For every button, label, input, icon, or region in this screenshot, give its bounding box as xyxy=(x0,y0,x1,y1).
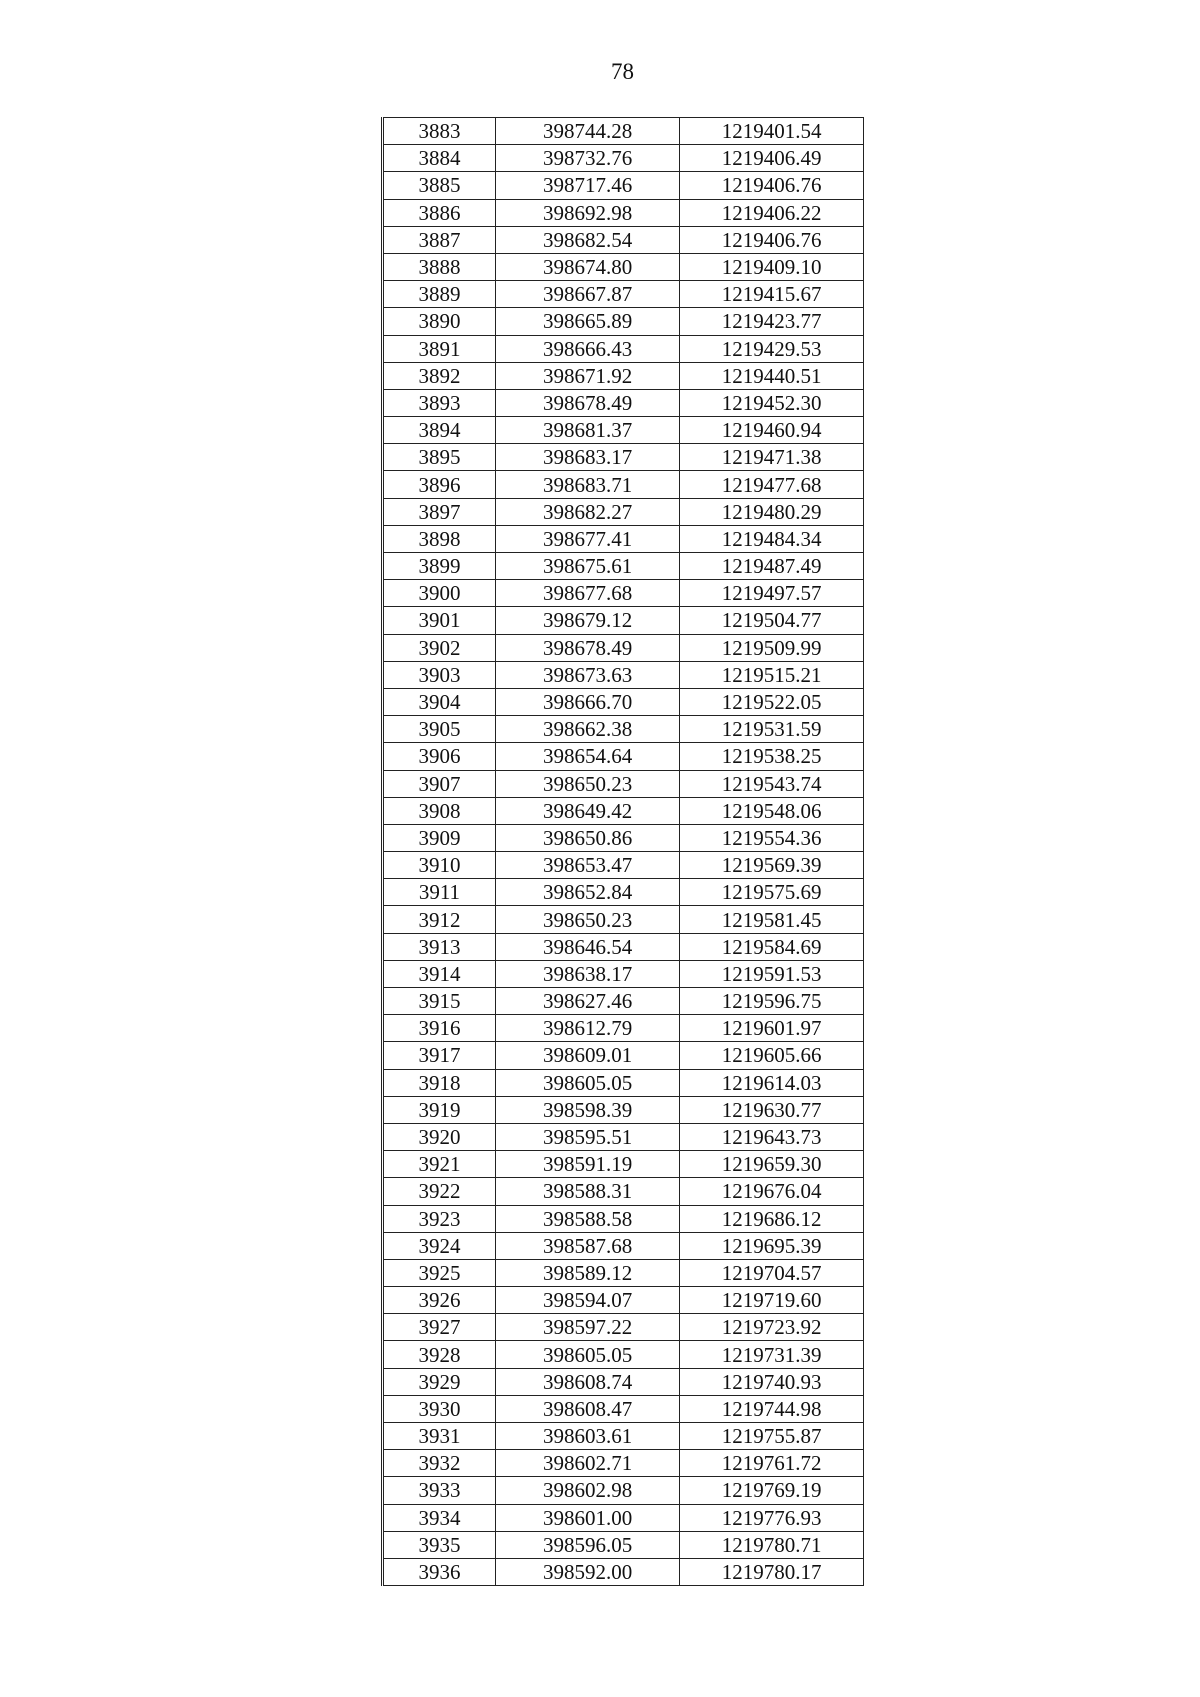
x-coordinate-cell: 398677.41 xyxy=(495,525,679,552)
y-coordinate-cell: 1219515.21 xyxy=(680,661,864,688)
y-coordinate-cell: 1219643.73 xyxy=(680,1123,864,1150)
table-row xyxy=(383,580,864,607)
table-row xyxy=(383,1205,864,1232)
y-coordinate-cell: 1219504.77 xyxy=(680,607,864,634)
y-coordinate-cell: 1219740.93 xyxy=(680,1368,864,1395)
table-row xyxy=(383,1096,864,1123)
table-row xyxy=(383,1015,864,1042)
y-coordinate-cell: 1219554.36 xyxy=(680,824,864,851)
table-row xyxy=(383,118,864,145)
x-coordinate-cell: 398646.54 xyxy=(495,933,679,960)
x-coordinate-cell: 398638.17 xyxy=(495,960,679,987)
table-row xyxy=(383,1477,864,1504)
table-row xyxy=(383,1042,864,1069)
point-number-cell: 3895 xyxy=(383,444,496,471)
point-number-cell: 3889 xyxy=(383,281,496,308)
point-number-cell: 3915 xyxy=(383,988,496,1015)
y-coordinate-cell: 1219676.04 xyxy=(680,1178,864,1205)
y-coordinate-cell: 1219695.39 xyxy=(680,1232,864,1259)
table-row xyxy=(383,553,864,580)
point-number-cell: 3910 xyxy=(383,852,496,879)
y-coordinate-cell: 1219731.39 xyxy=(680,1341,864,1368)
point-number-cell: 3930 xyxy=(383,1395,496,1422)
y-coordinate-cell: 1219406.49 xyxy=(680,145,864,172)
table-row xyxy=(383,226,864,253)
table-row xyxy=(383,879,864,906)
x-coordinate-cell: 398683.17 xyxy=(495,444,679,471)
y-coordinate-cell: 1219780.17 xyxy=(680,1558,864,1585)
x-coordinate-cell: 398598.39 xyxy=(495,1096,679,1123)
point-number-cell: 3887 xyxy=(383,226,496,253)
y-coordinate-cell: 1219497.57 xyxy=(680,580,864,607)
point-number-cell: 3936 xyxy=(383,1558,496,1585)
y-coordinate-cell: 1219429.53 xyxy=(680,335,864,362)
y-coordinate-cell: 1219480.29 xyxy=(680,498,864,525)
table-row xyxy=(383,253,864,280)
x-coordinate-cell: 398652.84 xyxy=(495,879,679,906)
y-coordinate-cell: 1219601.97 xyxy=(680,1015,864,1042)
x-coordinate-cell: 398587.68 xyxy=(495,1232,679,1259)
point-number-cell: 3900 xyxy=(383,580,496,607)
point-number-cell: 3886 xyxy=(383,199,496,226)
x-coordinate-cell: 398588.31 xyxy=(495,1178,679,1205)
table-row xyxy=(383,471,864,498)
point-number-cell: 3911 xyxy=(383,879,496,906)
table-row xyxy=(383,1232,864,1259)
point-number-cell: 3883 xyxy=(383,118,496,145)
table-row xyxy=(383,960,864,987)
point-number-cell: 3917 xyxy=(383,1042,496,1069)
table-row xyxy=(383,1259,864,1286)
x-coordinate-cell: 398609.01 xyxy=(495,1042,679,1069)
point-number-cell: 3912 xyxy=(383,906,496,933)
x-coordinate-cell: 398602.98 xyxy=(495,1477,679,1504)
table-row xyxy=(383,1314,864,1341)
y-coordinate-cell: 1219409.10 xyxy=(680,253,864,280)
y-coordinate-cell: 1219401.54 xyxy=(680,118,864,145)
y-coordinate-cell: 1219440.51 xyxy=(680,362,864,389)
x-coordinate-cell: 398608.74 xyxy=(495,1368,679,1395)
y-coordinate-cell: 1219591.53 xyxy=(680,960,864,987)
x-coordinate-cell: 398667.87 xyxy=(495,281,679,308)
table-row xyxy=(383,1069,864,1096)
x-coordinate-cell: 398662.38 xyxy=(495,716,679,743)
coordinates-table xyxy=(381,117,864,1586)
y-coordinate-cell: 1219584.69 xyxy=(680,933,864,960)
y-coordinate-cell: 1219415.67 xyxy=(680,281,864,308)
x-coordinate-cell: 398682.27 xyxy=(495,498,679,525)
point-number-cell: 3914 xyxy=(383,960,496,987)
y-coordinate-cell: 1219484.34 xyxy=(680,525,864,552)
x-coordinate-cell: 398650.86 xyxy=(495,824,679,851)
x-coordinate-cell: 398692.98 xyxy=(495,199,679,226)
x-coordinate-cell: 398671.92 xyxy=(495,362,679,389)
x-coordinate-cell: 398605.05 xyxy=(495,1069,679,1096)
x-coordinate-cell: 398673.63 xyxy=(495,661,679,688)
y-coordinate-cell: 1219452.30 xyxy=(680,389,864,416)
point-number-cell: 3903 xyxy=(383,661,496,688)
x-coordinate-cell: 398591.19 xyxy=(495,1151,679,1178)
table-row xyxy=(383,1368,864,1395)
x-coordinate-cell: 398744.28 xyxy=(495,118,679,145)
y-coordinate-cell: 1219686.12 xyxy=(680,1205,864,1232)
table-row xyxy=(383,852,864,879)
point-number-cell: 3896 xyxy=(383,471,496,498)
table-row xyxy=(383,1151,864,1178)
table-row xyxy=(383,1504,864,1531)
table-row xyxy=(383,797,864,824)
point-number-cell: 3926 xyxy=(383,1287,496,1314)
table-row xyxy=(383,1123,864,1150)
page-number: 78 xyxy=(611,59,634,84)
x-coordinate-cell: 398654.64 xyxy=(495,743,679,770)
x-coordinate-cell: 398665.89 xyxy=(495,308,679,335)
table-row xyxy=(383,1558,864,1585)
y-coordinate-cell: 1219659.30 xyxy=(680,1151,864,1178)
y-coordinate-cell: 1219569.39 xyxy=(680,852,864,879)
point-number-cell: 3922 xyxy=(383,1178,496,1205)
x-coordinate-cell: 398679.12 xyxy=(495,607,679,634)
y-coordinate-cell: 1219761.72 xyxy=(680,1450,864,1477)
x-coordinate-cell: 398588.58 xyxy=(495,1205,679,1232)
point-number-cell: 3932 xyxy=(383,1450,496,1477)
table-row xyxy=(383,661,864,688)
table-row xyxy=(383,1531,864,1558)
y-coordinate-cell: 1219630.77 xyxy=(680,1096,864,1123)
y-coordinate-cell: 1219406.76 xyxy=(680,172,864,199)
table-row xyxy=(383,145,864,172)
table-row xyxy=(383,281,864,308)
point-number-cell: 3921 xyxy=(383,1151,496,1178)
table-row xyxy=(383,199,864,226)
y-coordinate-cell: 1219423.77 xyxy=(680,308,864,335)
point-number-cell: 3901 xyxy=(383,607,496,634)
point-number-cell: 3919 xyxy=(383,1096,496,1123)
point-number-cell: 3897 xyxy=(383,498,496,525)
x-coordinate-cell: 398601.00 xyxy=(495,1504,679,1531)
point-number-cell: 3935 xyxy=(383,1531,496,1558)
y-coordinate-cell: 1219776.93 xyxy=(680,1504,864,1531)
x-coordinate-cell: 398649.42 xyxy=(495,797,679,824)
point-number-cell: 3933 xyxy=(383,1477,496,1504)
x-coordinate-cell: 398681.37 xyxy=(495,417,679,444)
y-coordinate-cell: 1219487.49 xyxy=(680,553,864,580)
point-number-cell: 3909 xyxy=(383,824,496,851)
point-number-cell: 3905 xyxy=(383,716,496,743)
table-row xyxy=(383,688,864,715)
table-row xyxy=(383,335,864,362)
table-row xyxy=(383,607,864,634)
y-coordinate-cell: 1219477.68 xyxy=(680,471,864,498)
y-coordinate-cell: 1219538.25 xyxy=(680,743,864,770)
y-coordinate-cell: 1219614.03 xyxy=(680,1069,864,1096)
y-coordinate-cell: 1219769.19 xyxy=(680,1477,864,1504)
table-row xyxy=(383,362,864,389)
table-row xyxy=(383,634,864,661)
point-number-cell: 3902 xyxy=(383,634,496,661)
point-number-cell: 3925 xyxy=(383,1259,496,1286)
table-row xyxy=(383,743,864,770)
x-coordinate-cell: 398650.23 xyxy=(495,906,679,933)
point-number-cell: 3934 xyxy=(383,1504,496,1531)
x-coordinate-cell: 398678.49 xyxy=(495,389,679,416)
y-coordinate-cell: 1219755.87 xyxy=(680,1423,864,1450)
table-row xyxy=(383,933,864,960)
y-coordinate-cell: 1219543.74 xyxy=(680,770,864,797)
table-row xyxy=(383,498,864,525)
y-coordinate-cell: 1219575.69 xyxy=(680,879,864,906)
point-number-cell: 3907 xyxy=(383,770,496,797)
y-coordinate-cell: 1219605.66 xyxy=(680,1042,864,1069)
x-coordinate-cell: 398592.00 xyxy=(495,1558,679,1585)
point-number-cell: 3888 xyxy=(383,253,496,280)
table-row xyxy=(383,1450,864,1477)
point-number-cell: 3920 xyxy=(383,1123,496,1150)
y-coordinate-cell: 1219596.75 xyxy=(680,988,864,1015)
point-number-cell: 3918 xyxy=(383,1069,496,1096)
y-coordinate-cell: 1219471.38 xyxy=(680,444,864,471)
table-row xyxy=(383,824,864,851)
y-coordinate-cell: 1219704.57 xyxy=(680,1259,864,1286)
table-row xyxy=(383,417,864,444)
y-coordinate-cell: 1219719.60 xyxy=(680,1287,864,1314)
point-number-cell: 3924 xyxy=(383,1232,496,1259)
table-row xyxy=(383,716,864,743)
table-row xyxy=(383,1423,864,1450)
x-coordinate-cell: 398603.61 xyxy=(495,1423,679,1450)
table-row xyxy=(383,389,864,416)
x-coordinate-cell: 398666.70 xyxy=(495,688,679,715)
y-coordinate-cell: 1219744.98 xyxy=(680,1395,864,1422)
point-number-cell: 3908 xyxy=(383,797,496,824)
table-row xyxy=(383,770,864,797)
point-number-cell: 3884 xyxy=(383,145,496,172)
point-number-cell: 3929 xyxy=(383,1368,496,1395)
x-coordinate-cell: 398717.46 xyxy=(495,172,679,199)
point-number-cell: 3931 xyxy=(383,1423,496,1450)
table-row xyxy=(383,308,864,335)
point-number-cell: 3913 xyxy=(383,933,496,960)
point-number-cell: 3898 xyxy=(383,525,496,552)
table-row xyxy=(383,988,864,1015)
table-row xyxy=(383,1341,864,1368)
point-number-cell: 3899 xyxy=(383,553,496,580)
point-number-cell: 3916 xyxy=(383,1015,496,1042)
x-coordinate-cell: 398674.80 xyxy=(495,253,679,280)
table-row xyxy=(383,172,864,199)
x-coordinate-cell: 398612.79 xyxy=(495,1015,679,1042)
x-coordinate-cell: 398677.68 xyxy=(495,580,679,607)
x-coordinate-cell: 398594.07 xyxy=(495,1287,679,1314)
table-row xyxy=(383,1287,864,1314)
x-coordinate-cell: 398605.05 xyxy=(495,1341,679,1368)
x-coordinate-cell: 398596.05 xyxy=(495,1531,679,1558)
point-number-cell: 3885 xyxy=(383,172,496,199)
point-number-cell: 3891 xyxy=(383,335,496,362)
table-row xyxy=(383,1178,864,1205)
x-coordinate-cell: 398602.71 xyxy=(495,1450,679,1477)
table-row xyxy=(383,1395,864,1422)
x-coordinate-cell: 398650.23 xyxy=(495,770,679,797)
x-coordinate-cell: 398597.22 xyxy=(495,1314,679,1341)
table-row xyxy=(383,444,864,471)
x-coordinate-cell: 398732.76 xyxy=(495,145,679,172)
x-coordinate-cell: 398678.49 xyxy=(495,634,679,661)
point-number-cell: 3927 xyxy=(383,1314,496,1341)
y-coordinate-cell: 1219581.45 xyxy=(680,906,864,933)
y-coordinate-cell: 1219406.76 xyxy=(680,226,864,253)
point-number-cell: 3928 xyxy=(383,1341,496,1368)
x-coordinate-cell: 398666.43 xyxy=(495,335,679,362)
x-coordinate-cell: 398608.47 xyxy=(495,1395,679,1422)
point-number-cell: 3923 xyxy=(383,1205,496,1232)
table-row xyxy=(383,906,864,933)
point-number-cell: 3904 xyxy=(383,688,496,715)
y-coordinate-cell: 1219522.05 xyxy=(680,688,864,715)
x-coordinate-cell: 398683.71 xyxy=(495,471,679,498)
y-coordinate-cell: 1219780.71 xyxy=(680,1531,864,1558)
x-coordinate-cell: 398627.46 xyxy=(495,988,679,1015)
x-coordinate-cell: 398653.47 xyxy=(495,852,679,879)
point-number-cell: 3893 xyxy=(383,389,496,416)
x-coordinate-cell: 398675.61 xyxy=(495,553,679,580)
y-coordinate-cell: 1219509.99 xyxy=(680,634,864,661)
y-coordinate-cell: 1219723.92 xyxy=(680,1314,864,1341)
y-coordinate-cell: 1219406.22 xyxy=(680,199,864,226)
point-number-cell: 3894 xyxy=(383,417,496,444)
y-coordinate-cell: 1219548.06 xyxy=(680,797,864,824)
x-coordinate-cell: 398589.12 xyxy=(495,1259,679,1286)
x-coordinate-cell: 398595.51 xyxy=(495,1123,679,1150)
table-row xyxy=(383,525,864,552)
point-number-cell: 3890 xyxy=(383,308,496,335)
coordinates-table-body xyxy=(383,118,864,1586)
y-coordinate-cell: 1219531.59 xyxy=(680,716,864,743)
x-coordinate-cell: 398682.54 xyxy=(495,226,679,253)
point-number-cell: 3906 xyxy=(383,743,496,770)
y-coordinate-cell: 1219460.94 xyxy=(680,417,864,444)
point-number-cell: 3892 xyxy=(383,362,496,389)
